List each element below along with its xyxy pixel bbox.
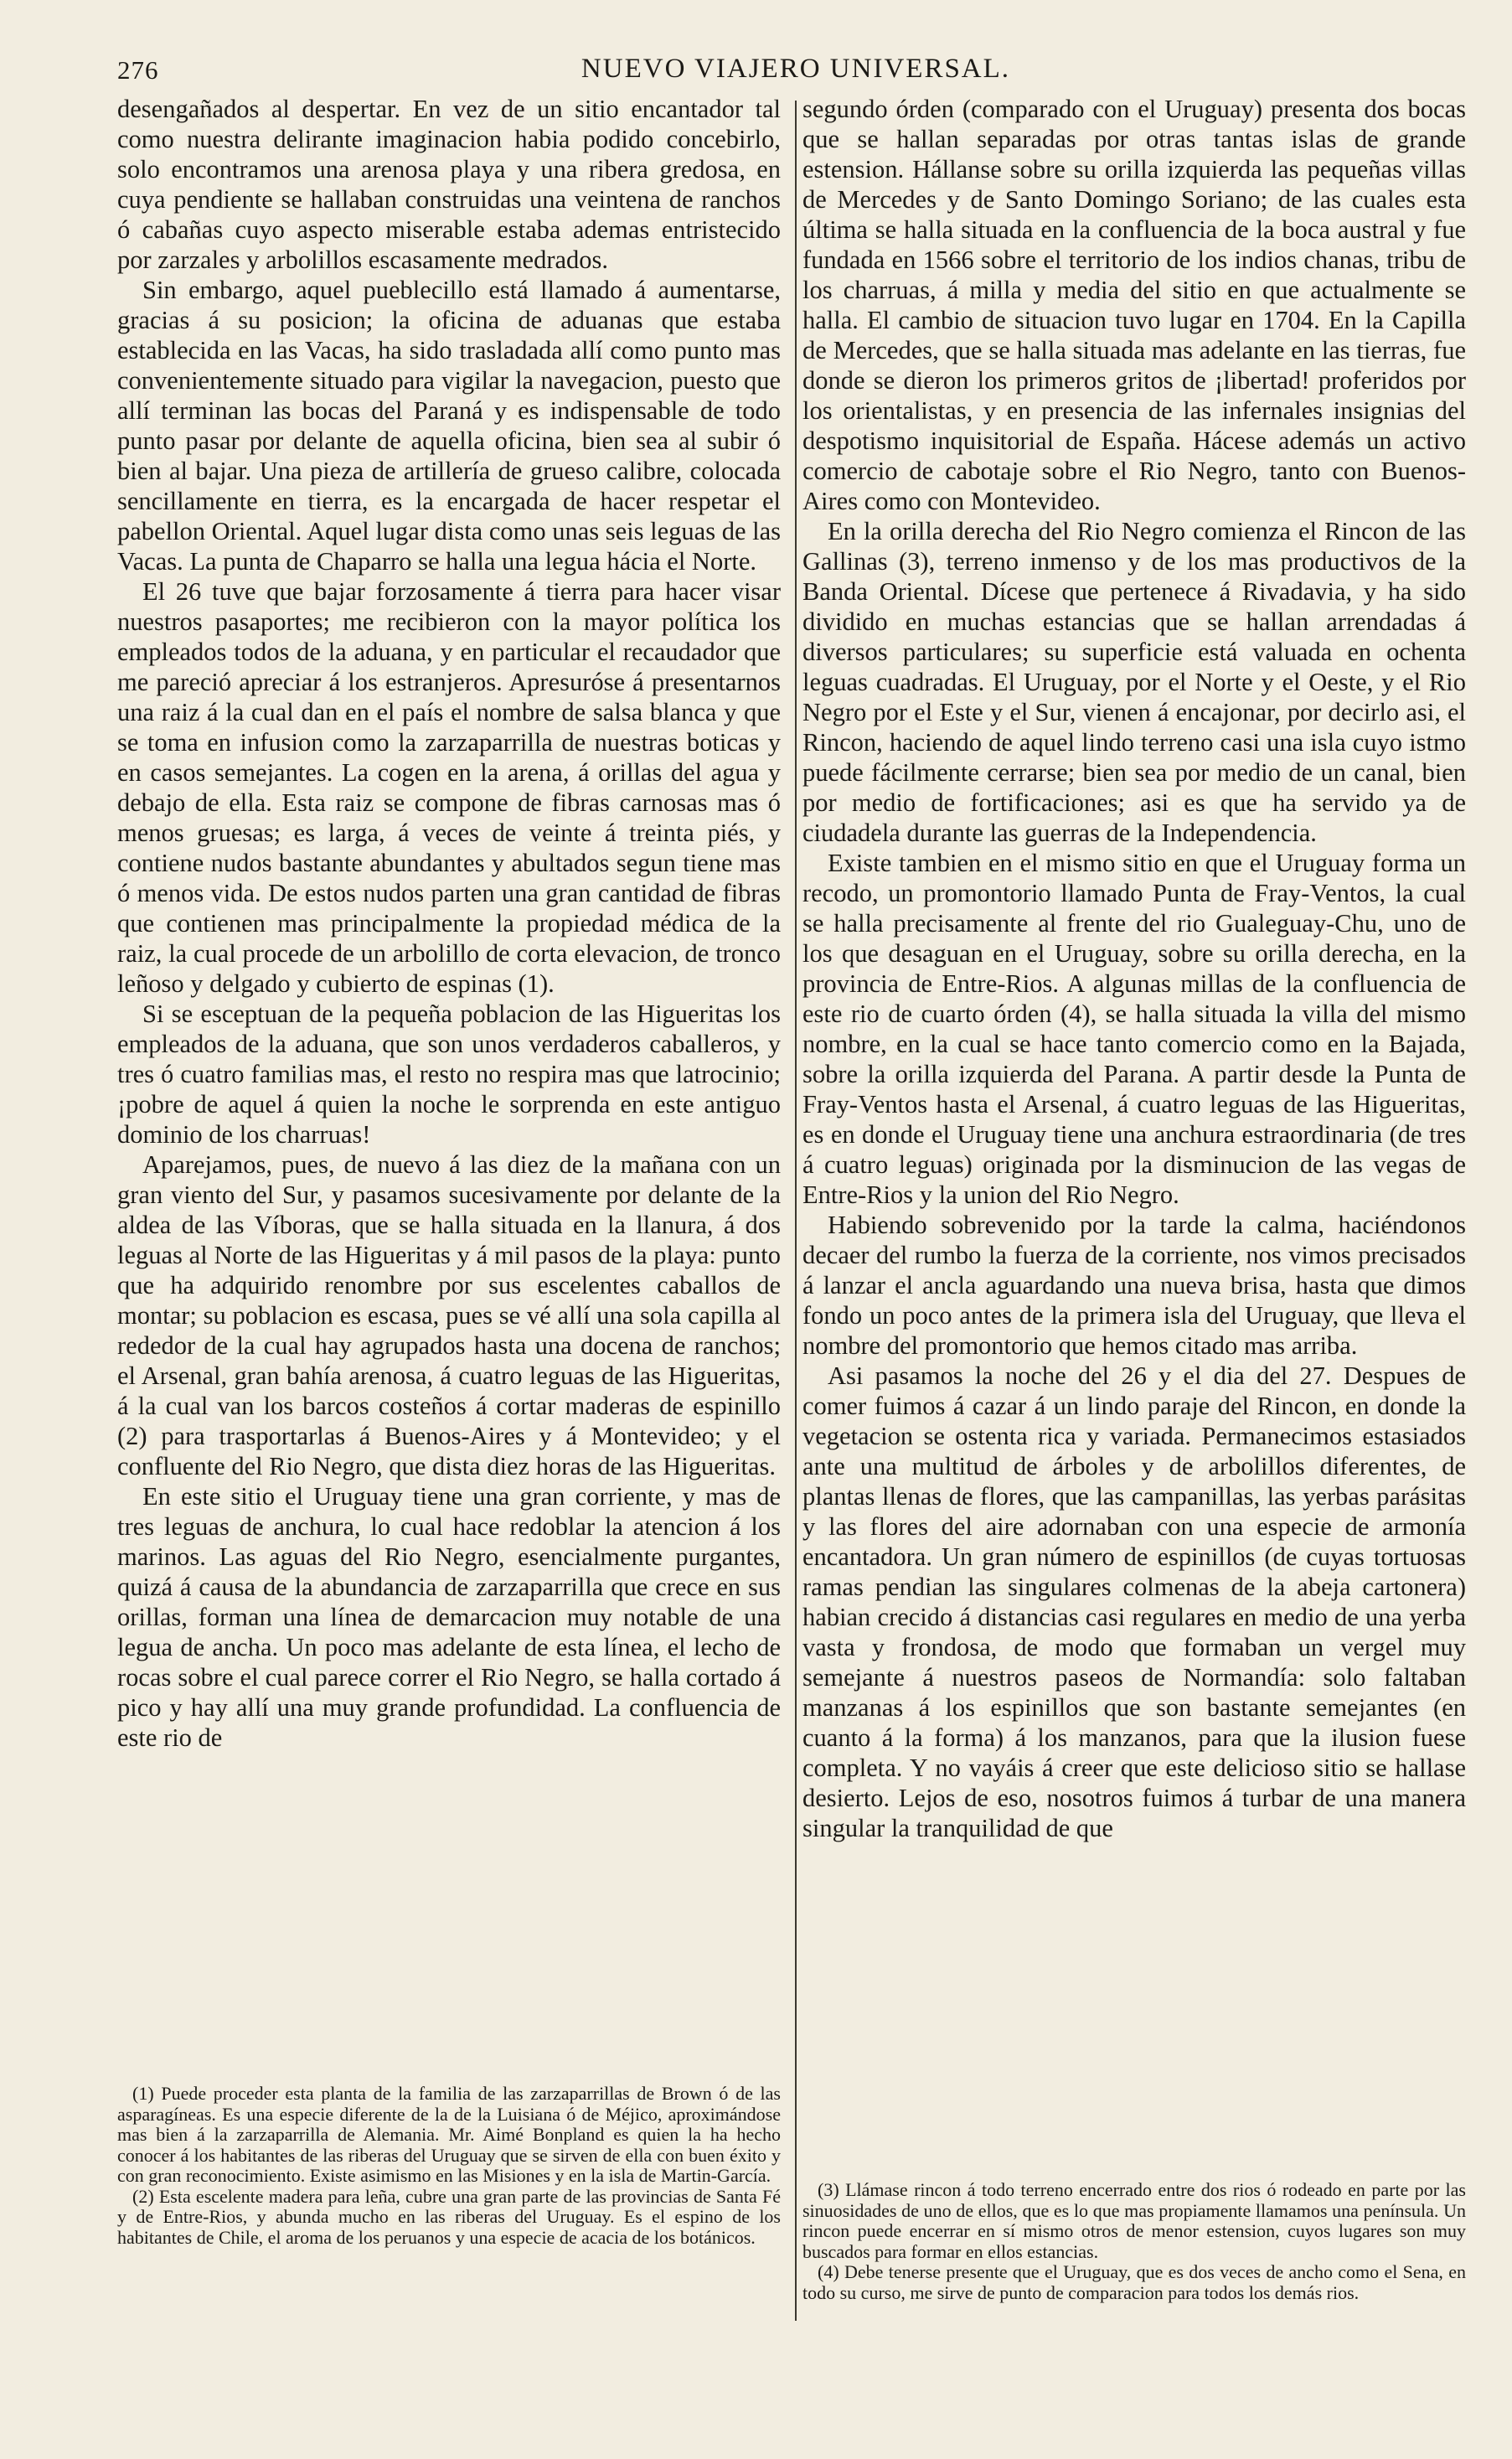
footnote: (2) Esta escelente madera para leña, cubre una gran parte de las provincias de Santa Fé y de Entre-Rios, y abunda mucho en las riberas del Uruguay. Es el espino de los habitantes de Chile, el aroma de los peruanos y una especie de acacia de los botánicos. — [117, 2185, 781, 2248]
paragraph: Aparejamos, pues, de nuevo á las diez de la mañana con un gran viento del Sur, y pasamos sucesivamente por delante de la aldea de las Víboras, que se halla situada en la llanura, á dos leguas al Norte de las Higueritas y á mil pasos de la playa: punto que ha adquirido renombre por sus escelentes caballos de montar; su poblacion es escasa, pues se vé allí una sola capilla al rededor de la cual hay agrupados hasta una docena de ranchos; el Arsenal, gran bahía arenosa, á cuatro leguas de las Higueritas, á la cual van los barcos costeños á cortar maderas de espinillo (2) para trasportarlas á Buenos-Aires y á Montevideo; y el confluente del Rio Negro, que dista diez horas de las Higueritas. — [117, 1150, 781, 1480]
left-footnotes — [117, 2084, 781, 2248]
column-divider — [795, 101, 797, 2321]
paragraph: Sin embargo, aquel pueblecillo está llamado á aumentarse, gracias á su posicion; la oficina de aduanas que estaba establecida en las Vacas, ha sido trasladada allí como punto mas convenientemente situado para vigilar la navegacion, puesto que allí terminan las bocas del Paraná y es indispensable de todo punto pasar por delante de aquella oficina, bien sea al subir ó bien al bajar. Una pieza de artillería de grueso calibre, colocada sencillamente en tierra, es la encargada de hacer respetar el pabellon Oriental. Aquel lugar dista como unas seis leguas de las Vacas. La punta de Chaparro se halla una legua hácia el Norte. — [117, 276, 781, 576]
paragraph: Asi pasamos la noche del 26 y el dia del 27. Despues de comer fuimos á cazar á un lindo paraje del Rincon, en donde la vegetacion se ostenta rica y variada. Permanecimos estasiados ante una multitud de árboles y de arbolillos diferentes, de plantas llenas de flores, que las campanillas, las yerbas parásitas y las flores del aire adornaban con una especie de armonía encantadora. Un gran número de espinillos (de cuyas tortuosas ramas pendian las singulares colmenas de la abeja cartonera) habian crecido á distancias casi regulares en medio de una yerba vasta y frondosa, de modo que formaban un vergel muy semejante á nuestros paseos de Normandía: solo faltaban manzanas á los espinillos que son bastante semejantes (en cuanto á la forma) á los manzanos, para que la ilusion fuese completa. Y no vayáis á creer que este delicioso sitio se hallase desierto. Lejos de eso, nosotros fuimos á turbar de una manera singular la tranquilidad de que — [802, 1361, 1466, 1842]
paragraph: desengañados al despertar. En vez de un sitio encantador tal como nuestra delirante imaginacion habia podido concebirlo, solo encontramos una arenosa playa y una ribera gredosa, en cuya pendiente se hallaban construidas una veintena de ranchos ó cabañas cuyo aspecto miserable estaba ademas entristecido por zarzales y arbolillos escasamente medrados. — [117, 95, 781, 274]
page-number: 276 — [117, 55, 159, 85]
paragraph: Si se esceptuan de la pequeña poblacion de las Higueritas los empleados de la aduana, que son unos verdaderos caballeros, y tres ó cuatro familias mas, el resto no respira mas que latrocinio; ¡pobre de aquel á quien la noche le sorprenda en este antiguo dominio de los charruas! — [117, 1000, 781, 1149]
paragraph: En este sitio el Uruguay tiene una gran corriente, y mas de tres leguas de anchura, lo cual hace redoblar la atencion á los marinos. Las aguas del Rio Negro, esencialmente purgantes, quizá á causa de la abundancia de zarzaparrilla que crece en sus orillas, forman una línea de demarcacion muy notable de una legua de ancha. Un poco mas adelante de esta línea, el lecho de rocas sobre el cual parece correr el Rio Negro, se halla cortado á pico y hay allí una muy grande profundidad. La confluencia de este rio de — [117, 1482, 781, 1752]
paragraph: Existe tambien en el mismo sitio en que el Uruguay forma un recodo, un promontorio llamado Punta de Fray-Ventos, la cual se halla precisamente al frente del rio Gualeguay-Chu, uno de los que desaguan en el Uruguay, sobre su orilla derecha, en la provincia de Entre-Rios. A algunas millas de la confluencia de este rio de cuarto órden (4), se halla situada la villa del mismo nombre, en la cual se hace tanto comercio como en la Bajada, sobre la orilla izquierda del Parana. A partir desde la Punta de Fray-Ventos hasta el Arsenal, á cuatro leguas de las Higueritas, es en donde el Uruguay tiene una anchura estraordinaria (de tres á cuatro leguas) originada por la disminucion de las vegas de Entre-Rios y la union del Rio Negro. — [802, 849, 1466, 1209]
right-column — [802, 94, 1466, 2381]
paragraph: segundo órden (comparado con el Uruguay) presenta dos bocas que se hallan separadas por otras tantas islas de grande estension. Hállanse sobre su orilla izquierda las pequeñas villas de Mercedes y de Santo Domingo Soriano; de las cuales esta última se halla situada en la confluencia de la boca austral y fue fundada en 1566 sobre el territorio de los indios chanas, tribu de los charruas, á milla y media del sitio en que actualmente se halla. El cambio de situacion tuvo lugar en 1704. En la Capilla de Mercedes, que se halla situada mas adelante en las tierras, fue donde se dieron los primeros gritos de ¡libertad! proferidos por los orientalistas, y en presencia de las infernales insignias del despotismo inquisitorial de España. Hácese además un activo comercio de cabotaje sobre el Rio Negro, tanto con Buenos-Aires como con Montevideo. — [802, 95, 1466, 515]
paragraph: Habiendo sobrevenido por la tarde la calma, haciéndonos decaer del rumbo la fuerza de la corriente, nos vimos precisados á lanzar el ancla aguardando una nueva brisa, hasta que dimos fondo un poco antes de la primera isla del Uruguay, que lleva el nombre del promontorio que hemos citado mas arriba. — [802, 1211, 1466, 1360]
page-header — [117, 52, 1474, 89]
paragraph: El 26 tuve que bajar forzosamente á tierra para hacer visar nuestros pasaportes; me recibieron con la mayor política los empleados todos de la aduana, y en particular el recaudador que me pareció apreciar á los estranjeros. Apresuróse á presentarnos una raiz á la cual dan en el país el nombre de salsa blanca y que se toma en infusion como la zarzaparrilla de nuestras boticas y en casos semejantes. La cogen en la arena, á orillas del agua y debajo de ella. Esta raiz se compone de fibras carnosas mas ó menos gruesas; es larga, á veces de veinte á treinta piés, y contiene nudos bastante abundantes y abultados segun tiene mas ó menos vida. De estos nudos parten una gran cantidad de fibras que contienen mas principalmente la propiedad médica de la raiz, la cual procede de un arbolillo de corta elevacion, de tronco leñoso y delgado y cubierto de espinas (1). — [117, 577, 781, 998]
paragraph: En la orilla derecha del Rio Negro comienza el Rincon de las Gallinas (3), terreno inmenso y de los mas productivos de la Banda Oriental. Dícese que pertenece á Rivadavia, y ha sido dividido en muchas estancias que se hallan arrendadas á diversos particulares; su superficie está valuada en ochenta leguas cuadradas. El Uruguay, por el Norte y el Oeste, y el Rio Negro por el Este y el Sur, vienen á encajonar, por decirlo asi, el Rincon, haciendo de aquel lindo terreno casi una isla cuyo istmo puede fácilmente cerrarse; bien sea por medio de un canal, bien por medio de fortificaciones; asi es que ha servido ya de ciudadela durante las guerras de la Independencia. — [802, 517, 1466, 847]
footnote: (3) Llámase rincon á todo terreno encerrado entre dos rios ó rodeado en parte por las sinuosidades de uno de ellos, que es lo que mas propiamente llamamos una península. Un rincon puede encerrar en sí mismo otros de menor estension, cuyos lugares son muy buscados para formar en ellos estancias. — [802, 2179, 1466, 2262]
left-column — [117, 94, 781, 2381]
running-title: NUEVO VIAJERO UNIVERSAL. — [581, 54, 1011, 84]
right-footnotes — [802, 2180, 1466, 2303]
footnote: (1) Puede proceder esta planta de la familia de las zarzaparrillas de Brown ó de las asparagíneas. Es una especie diferente de la de la Luisiana ó de Méjico, aproximándose mas bien á la zarzaparrilla de Alemania. Mr. Aimé Bonpland es quien la ha hecho conocer á los habitantes de las riberas del Uruguay que se sirven de ella con buen éxito y con gran reconocimiento. Existe asimismo en las Misiones y en la isla de Martin-García. — [117, 2083, 781, 2186]
footnote: (4) Debe tenerse presente que el Uruguay, que es dos veces de ancho como el Sena, en todo su curso, me sirve de punto de comparacion para todos los demás rios. — [802, 2261, 1466, 2303]
